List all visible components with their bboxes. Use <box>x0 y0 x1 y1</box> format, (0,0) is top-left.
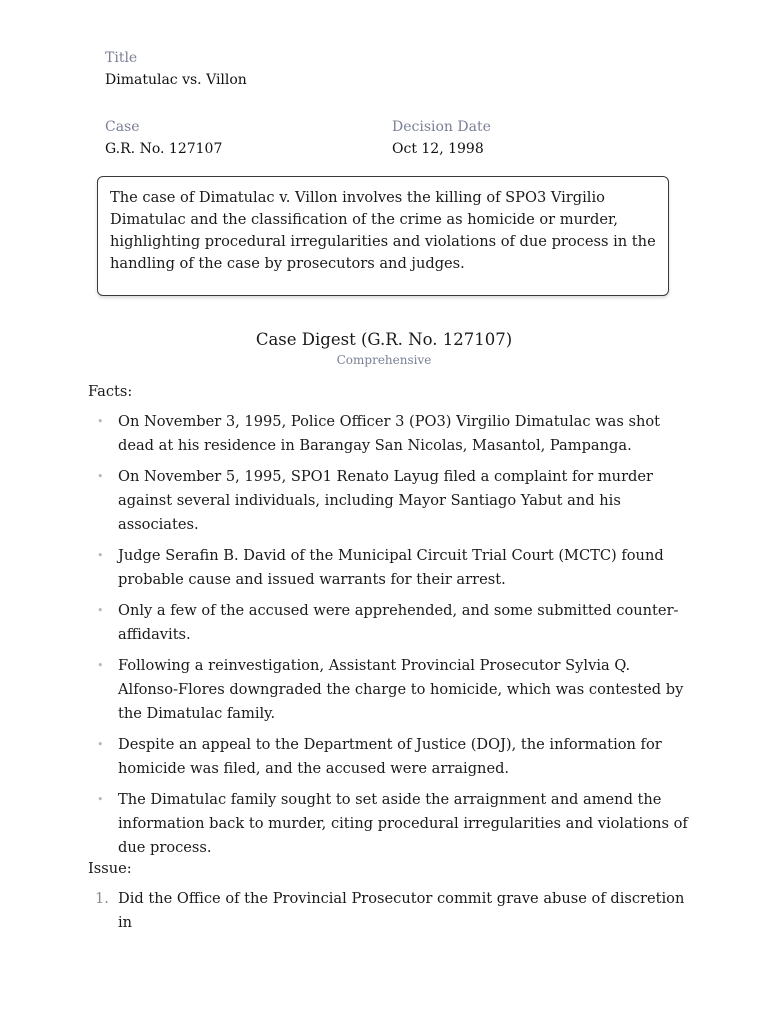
list-item <box>88 887 688 935</box>
case-title: Dimatulac vs. Villon <box>105 72 247 88</box>
facts-list <box>88 410 688 867</box>
digest-subtitle: Comprehensive <box>336 353 432 367</box>
bullet-icon: • <box>97 470 104 483</box>
list-item <box>88 544 688 592</box>
title-label: Title <box>105 50 138 66</box>
fact-text: Following a reinvestigation, Assistant Provincial Prosecutor Sylvia Q. Alfonso-Flores downgraded the charge to homicide, which was contested by the Dimatulac family. <box>118 657 684 722</box>
fact-text: Only a few of the accused were apprehended, and some submitted counter-affidavits. <box>118 602 679 643</box>
facts-heading: Facts: <box>88 383 133 400</box>
list-item <box>88 599 688 647</box>
list-item <box>88 733 688 781</box>
issue-heading: Issue: <box>88 860 132 877</box>
issue-number: 1. <box>95 890 109 907</box>
list-item <box>88 788 688 860</box>
bullet-icon: • <box>97 604 104 617</box>
bullet-icon: • <box>97 659 104 672</box>
case-label: Case <box>105 119 140 135</box>
fact-text: On November 5, 1995, SPO1 Renato Layug filed a complaint for murder against several individuals, including Mayor Santiago Yabut and his associates. <box>118 468 653 533</box>
fact-text: The Dimatulac family sought to set aside the arraignment and amend the information back to murder, citing procedural irregularities and violations of due process. <box>118 791 688 856</box>
decision-date-label: Decision Date <box>392 119 491 135</box>
list-item <box>88 465 688 537</box>
case-number: G.R. No. 127107 <box>105 141 223 157</box>
fact-text: Judge Serafin B. David of the Municipal Circuit Trial Court (MCTC) found probable cause and issued warrants for their arrest. <box>118 547 664 588</box>
issue-text: Did the Office of the Provincial Prosecutor commit grave abuse of discretion in <box>118 890 685 931</box>
summary-box <box>97 176 669 296</box>
summary-text: The case of Dimatulac v. Villon involves the killing of SPO3 Virgilio Dimatulac and the classification of the crime as homicide or murder, highlighting procedural irregularities and violations of due process in the handling of the case by prosecutors and judges. <box>110 189 656 272</box>
fact-text: On November 3, 1995, Police Officer 3 (PO3) Virgilio Dimatulac was shot dead at his residence in Barangay San Nicolas, Masantol, Pampanga. <box>118 413 660 454</box>
bullet-icon: • <box>97 549 104 562</box>
issue-list <box>88 887 688 935</box>
bullet-icon: • <box>97 738 104 751</box>
list-item <box>88 410 688 458</box>
list-item <box>88 654 688 726</box>
digest-title: Case Digest (G.R. No. 127107) <box>255 330 513 349</box>
fact-text: Despite an appeal to the Department of Justice (DOJ), the information for homicide was filed, and the accused were arraigned. <box>118 736 662 777</box>
bullet-icon: • <box>97 793 104 806</box>
bullet-icon: • <box>97 415 104 428</box>
decision-date: Oct 12, 1998 <box>392 141 484 157</box>
